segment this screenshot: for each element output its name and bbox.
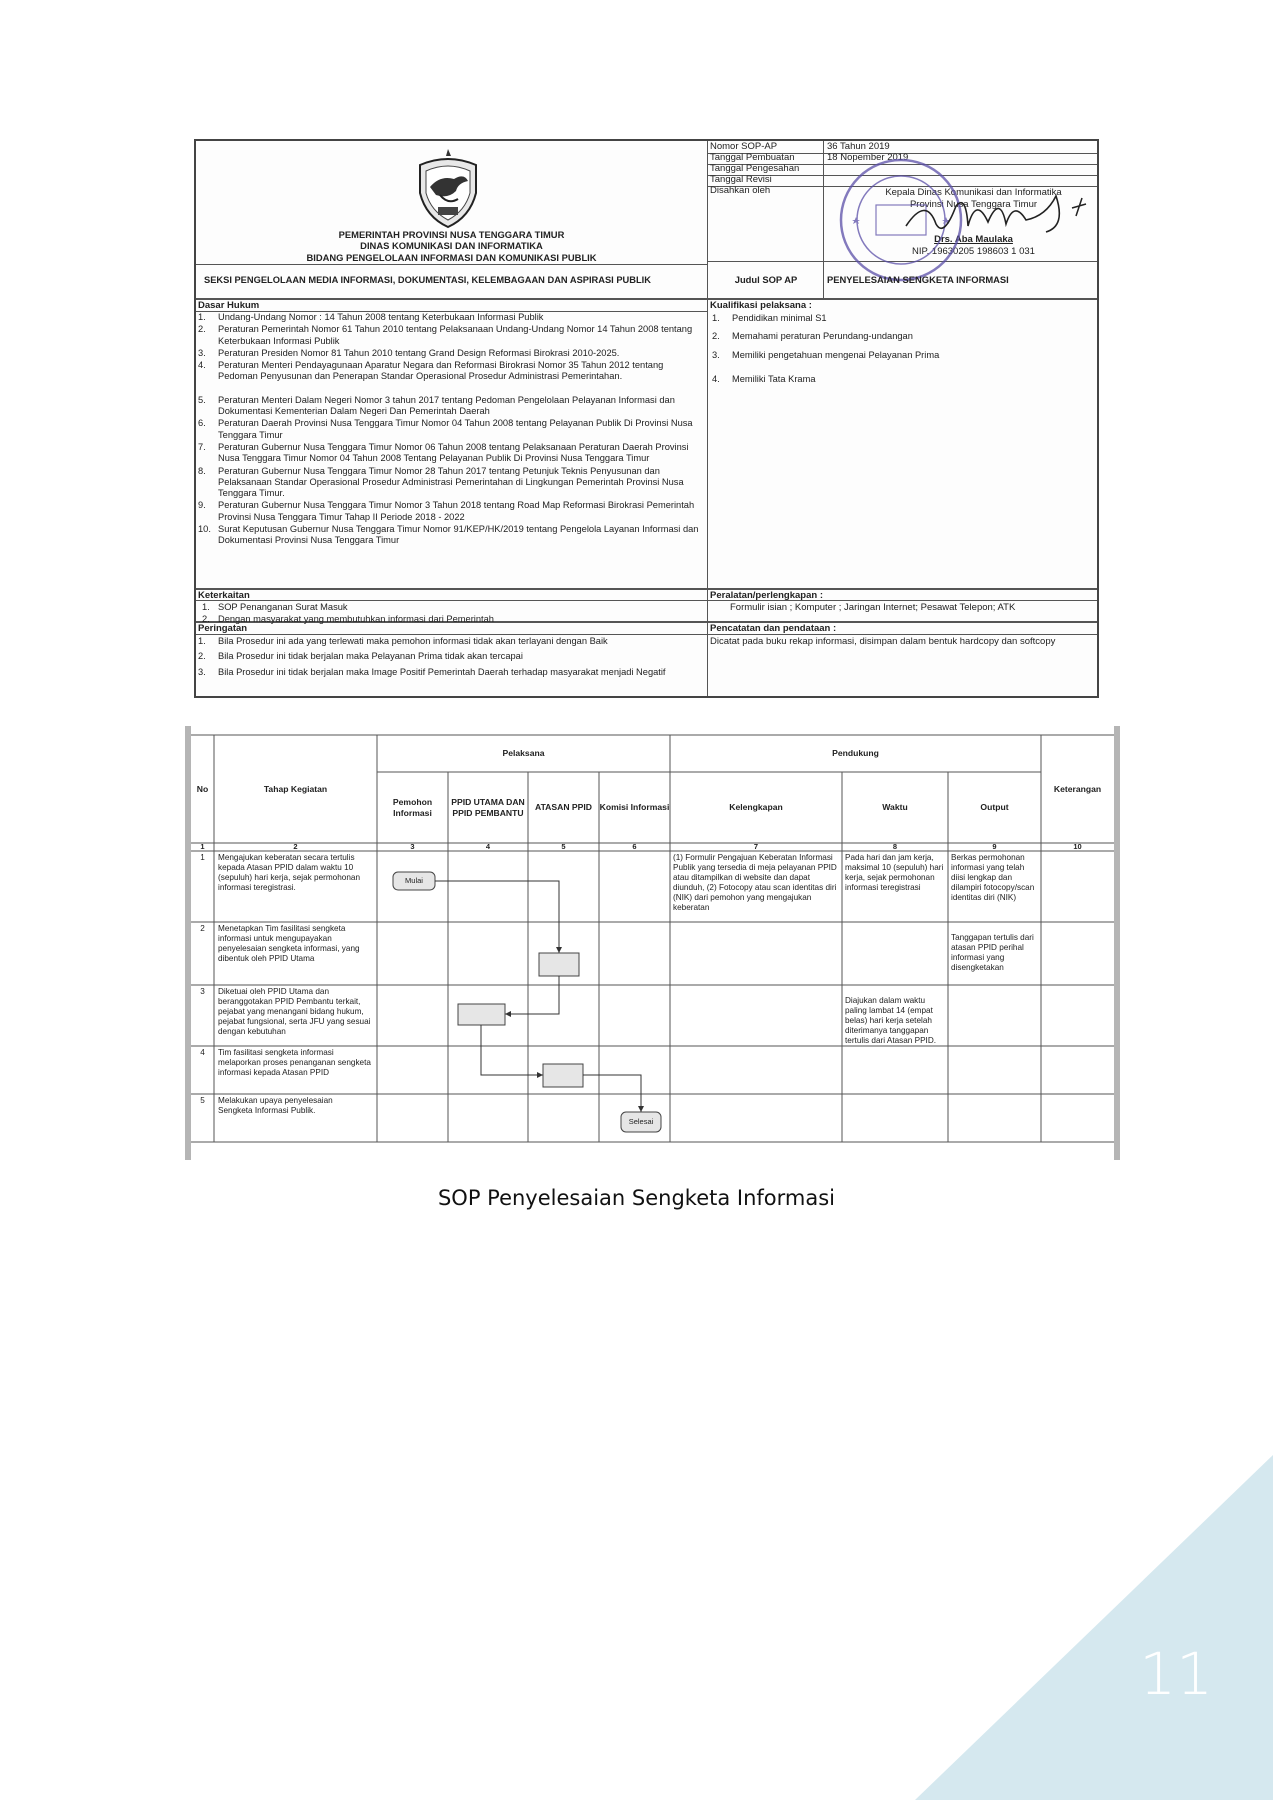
list-item: 1. Pendidikan minimal S1: [712, 313, 827, 323]
col-ppid-utama: PPID UTAMA DAN PPID PEMBANTU: [451, 797, 525, 818]
list-item: 6. Peraturan Daerah Provinsi Nusa Tenggara Timur Nomor 04 Tahun 2008 tentang Pelayanan Publik Di Provinsi Nusa Tenggara Timur: [198, 418, 693, 440]
row-output: Berkas permohonan informasi yang telah diisi lengkap dan dilampiri fotocopy/scan identitas diri (NIK): [951, 853, 1035, 902]
pencatatan-title: Pencatatan dan pendataan :: [710, 623, 837, 634]
list-item: 1. SOP Penanganan Surat Masuk: [202, 602, 348, 612]
row-tahap: Diketuai oleh PPID Utama dan beranggotakan PPID Pembantu terkait, pejabat yang menangani bidang hukum, pejabat fungsional, serta JFU yang sesuai dengan kebutuhan: [218, 987, 371, 1036]
peralatan-text: Formulir isian ; Komputer ; Jaringan Internet; Pesawat Telepon; ATK: [730, 602, 1016, 613]
col-kelengkapan: Kelengkapan: [729, 802, 783, 813]
list-item: 2. Memahami peraturan Perundang-undangan: [712, 331, 913, 342]
col-tahap: Tahap Kegiatan: [263, 783, 328, 794]
row-number: 2: [200, 924, 205, 933]
row-output: Tanggapan tertulis dari atasan PPID perihal informasi yang disengketakan: [951, 933, 1034, 972]
sop-document-table: [194, 139, 1099, 698]
col-number: 1: [200, 841, 205, 851]
meta-label-pengesahan: Tanggal Pengesahan: [710, 163, 800, 174]
row-waktu: Pada hari dan jam kerja, maksimal 10 (sepuluh) hari kerja, sejak permohonan informasi teregistrasi: [845, 853, 944, 892]
list-item: 9. Peraturan Gubernur Nusa Tenggara Timur Nomor 3 Tahun 2018 tentang Road Map Reformasi Birokrasi Pemerintah Provinsi Nusa Tenggara Timur Tahap II Periode 2018 - 2022: [198, 500, 695, 522]
peralatan-title: Peralatan/perlengkapan :: [710, 590, 823, 601]
list-item: 2. Bila Prosedur ini tidak berjalan maka Pelayanan Prima tidak akan tercapai: [198, 651, 523, 662]
col-number: 10: [1073, 841, 1082, 851]
list-item: 2. Dengan masyarakat yang membutuhkan informasi dari Pemerintah: [202, 614, 494, 625]
col-number: 8: [892, 841, 898, 851]
list-item: 4. Memiliki Tata Krama: [712, 373, 816, 384]
list-item: 7. Peraturan Gubernur Nusa Tenggara Timur Nomor 06 Tahun 2008 tentang Pelaksanaan Peraturan Daerah Provinsi Nusa Tenggara Timur Nomor 04 Tahun 2008 Tentang Pelayanan Publik Di Provinsi Nusa Tenggara Timur: [198, 441, 689, 464]
gov-line-1: PEMERINTAH PROVINSI NUSA TENGGARA TIMUR: [338, 229, 565, 240]
list-item: 3. Peraturan Presiden Nomor 81 Tahun 2010 tentang Grand Design Reformasi Birokrasi 2010-2025.: [198, 347, 620, 358]
row-tahap: Menetapkan Tim fasilitasi sengketa informasi untuk mengupayakan penyelesaian sengketa informasi, yang dibentuk oleh PPID Utama: [218, 924, 360, 963]
judul-label: Judul SOP AP: [734, 274, 798, 285]
meta-label-pembuatan: Tanggal Pembuatan: [710, 152, 795, 163]
signature-title: Kepala Dinas Komunikasi dan Informatika: [885, 187, 1062, 198]
col-pemohon: Pemohon Informasi: [392, 797, 433, 818]
col-pelaksana: Pelaksana: [502, 748, 545, 759]
col-komisi: Komisi Informasi: [599, 802, 670, 813]
col-number: 2: [293, 841, 298, 851]
judul-value: PENYELESAIAN SENGKETA INFORMASI: [827, 274, 1009, 285]
col-pendukung: Pendukung: [832, 748, 879, 759]
row-number: 5: [200, 1096, 205, 1105]
col-number: 9: [992, 841, 997, 851]
nusa-tenggara-timur-emblem: [410, 147, 486, 231]
row-number: 1: [200, 853, 205, 862]
col-output: Output: [980, 802, 1009, 813]
col-atasan: ATASAN PPID: [535, 802, 592, 813]
row-kelengkapan: (1) Formulir Pengajuan Keberatan Informasi Publik yang tersedia di meja pelayanan PPID atau ditampilkan di website dan dapat diunduh, (2) Fotocopy atau scan identitas diri (NIK) dari pemohon yang mengajukan keberatan: [673, 853, 837, 912]
list-item: 8. Peraturan Gubernur Nusa Tenggara Timur Nomor 28 Tahun 2017 tentang Petunjuk Teknis Penyusunan dan Pelaksanaan Standar Operasional Prosedur Administrasi Pemerintahan di Lingkungan Pemerintah Provinsi Nusa Tenggara Timur.: [198, 465, 684, 499]
col-no: No: [196, 783, 209, 794]
signature-name: Drs. Aba Maulaka: [934, 234, 1013, 246]
signature-nip: NIP. 19630205 198603 1 031: [912, 245, 1035, 257]
meta-label-revisi: Tanggal Revisi: [710, 174, 772, 185]
col-number: 5: [561, 841, 566, 851]
page-number: 11: [1139, 1640, 1213, 1708]
figure-caption: SOP Penyelesaian Sengketa Informasi: [437, 1186, 836, 1210]
keterkaitan-title: Keterkaitan: [198, 590, 250, 601]
col-number: 3: [410, 841, 415, 851]
gov-line-3: BIDANG PENGELOLAAN INFORMASI DAN KOMUNIKASI PUBLIK: [306, 251, 597, 263]
row-tahap: Mengajukan keberatan secara tertulis kepada Atasan PPID dalam waktu 10 (sepuluh) hari kerja, sejak permohonan informasi teregistrasi.: [218, 853, 360, 892]
list-item: 1. Undang-Undang Nomor : 14 Tahun 2008 tentang Keterbukaan Informasi Publik: [198, 312, 544, 322]
row-number: 4: [200, 1048, 205, 1057]
row-tahap: Tim fasilitasi sengketa informasi melaporkan proses penanganan sengketa informasi kepada Atasan PPID: [218, 1048, 371, 1077]
meta-value-pembuatan: 18 Nopember 2019: [827, 152, 909, 163]
flow-end-label: Selesai: [628, 1116, 654, 1126]
seksi-title: SEKSI PENGELOLAAN MEDIA INFORMASI, DOKUMENTASI, KELEMBAGAAN DAN ASPIRASI PUBLIK: [204, 275, 651, 285]
flow-start-label: Mulai: [405, 875, 423, 885]
kualifikasi-title: Kualifikasi pelaksana :: [710, 300, 812, 311]
list-item: 5. Peraturan Menteri Dalam Negeri Nomor 3 tahun 2017 tentang Pedoman Pengelolaan Pelayanan Informasi dan Dokumentasi Kementerian Dalam Negeri Dan Pemerintah Daerah: [198, 394, 675, 417]
list-item: 10. Surat Keputusan Gubernur Nusa Tenggara Timur Nomor 91/KEP/HK/2019 tentang Pengelola Layanan Informasi dan Dokumentasi Provinsi Nusa Tenggara Timur: [198, 524, 699, 546]
meta-label-disahkan: Disahkan oleh: [710, 185, 771, 196]
signature-province: Provinsi Nusa Tenggara Timur: [909, 198, 1038, 210]
peringatan-title: Peringatan: [198, 623, 248, 634]
col-number: 6: [632, 841, 637, 851]
keterkaitan-list: [196, 602, 704, 626]
list-item: 3. Memiliki pengetahuan mengenai Pelayanan Prima: [712, 349, 940, 360]
meta-label-nomor: Nomor SOP-AP: [710, 141, 778, 152]
signature-scribble: [896, 186, 1096, 241]
list-item: 4. Peraturan Menteri Pendayagunaan Aparatur Negara dan Reformasi Birokrasi Nomor 35 Tahun 2012 tentang Pedoman Penyusunan dan Penerapan Standar Operasional Prosedur Administrasi Pemerintahan.: [198, 360, 664, 382]
list-item: 2. Peraturan Pemerintah Nomor 61 Tahun 2010 tentang Pelaksanaan Undang-Undang Nomor 14 Tahun 2008 tentang Keterbukaan Informasi Publik: [198, 324, 693, 346]
row-waktu: Diajukan dalam waktu paling lambat 14 (empat belas) hari kerja setelah diterimanya tanggapan tertulis dari Atasan PPID.: [845, 996, 937, 1045]
kualifikasi-list: [710, 313, 1095, 385]
row-number: 3: [200, 987, 205, 996]
row-tahap: Melakukan upaya penyelesaian Sengketa Informasi Publik.: [218, 1096, 333, 1115]
col-keterangan: Keterangan: [1053, 783, 1102, 794]
gov-line-2: DINAS KOMUNIKASI DAN INFORMATIKA: [360, 240, 543, 252]
col-waktu: Waktu: [882, 802, 908, 813]
pencatatan-text: Dicatat pada buku rekap informasi, disimpan dalam bentuk hardcopy dan softcopy: [710, 636, 1056, 647]
meta-value-nomor: 36 Tahun 2019: [827, 141, 890, 152]
dasar-hukum-list: [196, 312, 704, 547]
col-number: 4: [485, 841, 491, 851]
col-number: 7: [753, 841, 759, 851]
list-item: 3. Bila Prosedur ini tidak berjalan maka Image Positif Pemerintah Daerah terhadap masyarakat menjadi Negatif: [198, 666, 666, 677]
dasar-hukum-title: Dasar Hukum: [198, 300, 260, 311]
sop-flowchart-table: [185, 726, 1120, 1160]
list-item: 1. Bila Prosedur ini ada yang terlewati maka pemohon informasi tidak akan terlayani dengan Baik: [198, 636, 608, 646]
peringatan-list: [196, 636, 704, 678]
